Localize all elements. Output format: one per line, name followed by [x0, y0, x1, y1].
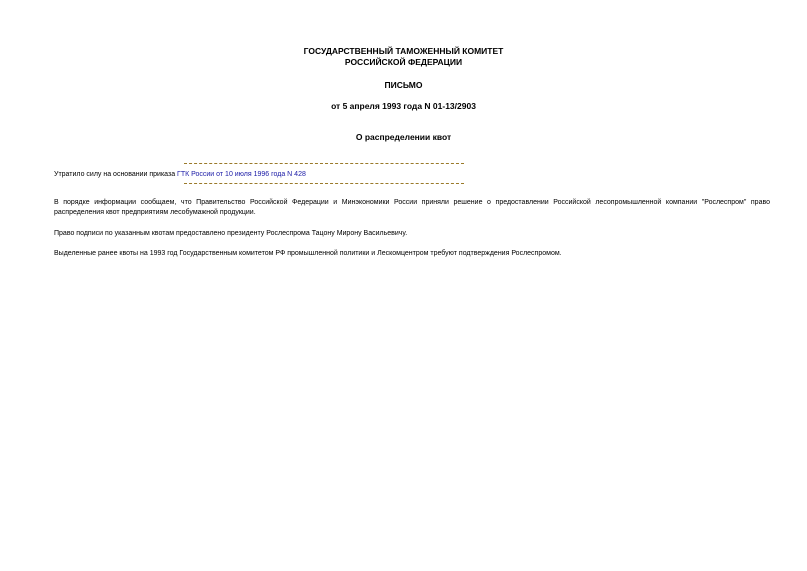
- repeal-order-link[interactable]: ГТК России от 10 июля 1996 года N 428: [177, 171, 306, 178]
- status-note: [54, 170, 306, 179]
- note-divider-top: [184, 163, 464, 164]
- body-paragraph-2: Право подписи по указанным квотам предоставлено президенту Рослеспрома Тацону Мирону Васильевичу.: [54, 230, 408, 237]
- document-date-number: от 5 апреля 1993 года N 01-13/2903: [331, 101, 476, 111]
- issuer-heading: [0, 46, 807, 68]
- issuer-line-2: РОССИЙСКОЙ ФЕДЕРАЦИИ: [344, 57, 463, 67]
- body-paragraph-3: Выделенные ранее квоты на 1993 год Государственным комитетом РФ промышленной политики и Лескомцентром требуют подтверждения Рослеспромом.: [54, 250, 562, 257]
- status-note-prefix: Утратило силу на основании приказа: [54, 171, 178, 178]
- note-divider-bottom: [184, 183, 464, 184]
- document-subject: О распределении квот: [355, 132, 452, 142]
- issuer-line-1: ГОСУДАРСТВЕННЫЙ ТАМОЖЕННЫЙ КОМИТЕТ: [303, 46, 504, 56]
- document-type: ПИСЬМО: [384, 80, 423, 90]
- body-paragraph-1: В порядке информации сообщаем, что Правительство Российской Федерации и Минэкономики России приняли решение о предоставлении Российской лесопромышленной компании "Рослеспром" право распределения квот предприятиям лесобумажной продукции.: [54, 199, 770, 216]
